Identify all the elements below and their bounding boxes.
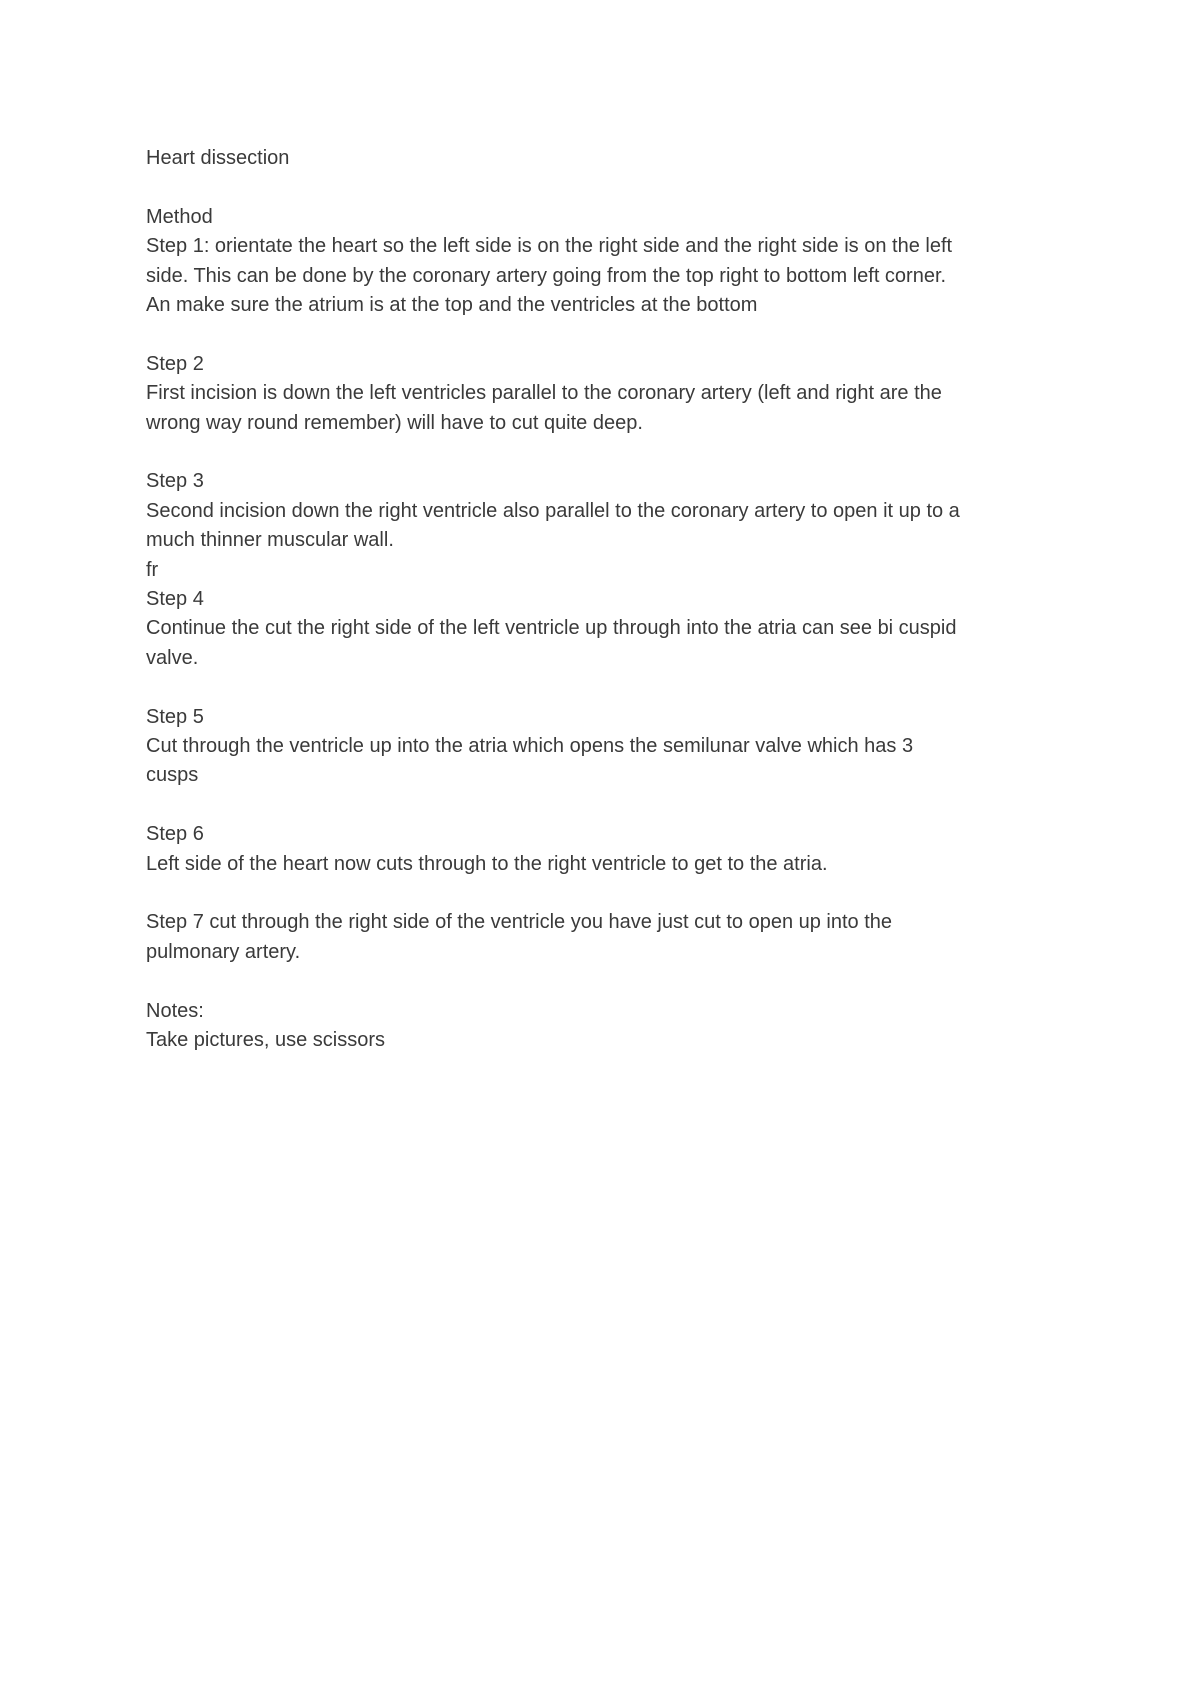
spacer [146,173,1066,202]
step4-line-1: Continue the cut the right side of the left ventricle up through into the atria can see bi cuspid [146,617,957,640]
step5-heading: Step 5 [146,705,204,728]
spacer [146,791,1066,820]
spacer [146,320,1066,349]
notes-heading: Notes: [146,999,204,1022]
method-heading: Method [146,205,213,228]
step1-line-3: An make sure the atrium is at the top and the ventricles at the bottom [146,294,758,317]
step7-line-2: pulmonary artery. [146,940,301,963]
step3-line-1: Second incision down the right ventricle also parallel to the coronary artery to open it up to a [146,499,960,522]
step1-line-1: Step 1: orientate the heart so the left side is on the right side and the right side is on the left [146,235,953,258]
spacer [146,673,1066,702]
step6-heading: Step 6 [146,823,204,846]
step5-line-2: cusps [146,764,199,787]
step2-heading: Step 2 [146,352,204,375]
document-body [146,144,1066,1055]
spacer [146,967,1066,996]
step4-line-2: valve. [146,646,199,669]
step3-heading: Step 3 [146,470,204,493]
step3-line-2: much thinner muscular wall. [146,529,394,552]
document-title: Heart dissection [146,147,290,169]
step5-line-1: Cut through the ventricle up into the atria which opens the semilunar valve which has 3 [146,735,914,758]
step2-line-1: First incision is down the left ventricles parallel to the coronary artery (left and right are the [146,382,942,405]
stray-text: fr [146,558,159,581]
spacer [146,879,1066,908]
notes-text: Take pictures, use scissors [146,1029,385,1052]
step1-line-2: side. This can be done by the coronary artery going from the top right to bottom left corner. [146,264,947,287]
step6-line-1: Left side of the heart now cuts through to the right ventricle to get to the atria. [146,852,828,875]
spacer [146,438,1066,467]
step4-heading: Step 4 [146,588,204,611]
step2-line-2: wrong way round remember) will have to cut quite deep. [146,411,643,434]
step7-line-1: Step 7 cut through the right side of the ventricle you have just cut to open up into the [146,911,893,934]
